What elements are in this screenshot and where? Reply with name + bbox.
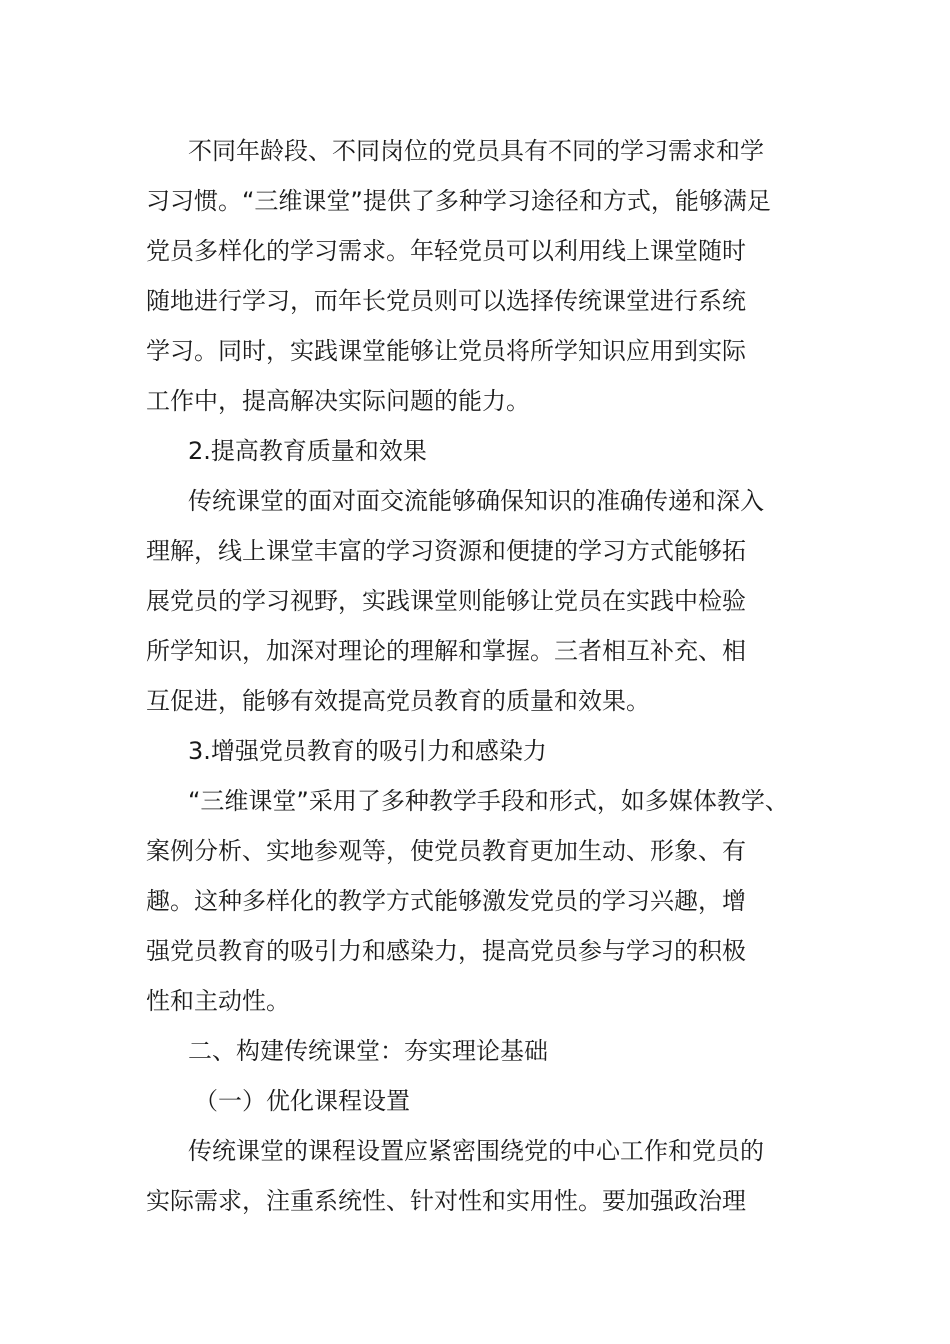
paragraph-line: 学习。同时，实践课堂能够让党员将所学知识应用到实际 <box>146 337 746 365</box>
paragraph-line: 所学知识，加深对理论的理解和掌握。三者相互补充、相 <box>146 637 746 665</box>
paragraph-line: 展党员的学习视野，实践课堂则能够让党员在实践中检验 <box>146 587 746 615</box>
paragraph-line: 党员多样化的学习需求。年轻党员可以利用线上课堂随时 <box>146 237 746 265</box>
paragraph-line: 性和主动性。 <box>146 987 290 1015</box>
section-heading: 3.增强党员教育的吸引力和感染力 <box>188 737 547 765</box>
paragraph-line: 案例分析、实地参观等，使党员教育更加生动、形象、有 <box>146 837 746 865</box>
paragraph-line: “三维课堂”采用了多种教学手段和形式，如多媒体教学、 <box>188 787 789 815</box>
paragraph-line: 趣。这种多样化的教学方式能够激发党员的学习兴趣，增 <box>146 887 746 915</box>
paragraph-line: 传统课堂的面对面交流能够确保知识的准确传递和深入 <box>188 487 764 515</box>
section-heading: 2.提高教育质量和效果 <box>188 437 427 465</box>
paragraph-line: 随地进行学习，而年长党员则可以选择传统课堂进行系统 <box>146 287 746 315</box>
paragraph-line: 传统课堂的课程设置应紧密围绕党的中心工作和党员的 <box>188 1137 764 1165</box>
chapter-heading: 二、构建传统课堂：夯实理论基础 <box>188 1037 548 1065</box>
paragraph-line: 互促进，能够有效提高党员教育的质量和效果。 <box>146 687 650 715</box>
paragraph-line: 不同年龄段、不同岗位的党员具有不同的学习需求和学 <box>188 137 764 165</box>
paragraph-line: 实际需求，注重系统性、针对性和实用性。要加强政治理 <box>146 1187 746 1215</box>
paragraph-line: 工作中，提高解决实际问题的能力。 <box>146 387 530 415</box>
document-body <box>146 126 806 1226</box>
paragraph-line: 理解，线上课堂丰富的学习资源和便捷的学习方式能够拓 <box>146 537 746 565</box>
subsection-heading: （一）优化课程设置 <box>194 1087 410 1115</box>
paragraph-line: 习习惯。“三维课堂”提供了多种学习途径和方式，能够满足 <box>146 187 771 215</box>
paragraph-line: 强党员教育的吸引力和感染力，提高党员参与学习的积极 <box>146 937 746 965</box>
